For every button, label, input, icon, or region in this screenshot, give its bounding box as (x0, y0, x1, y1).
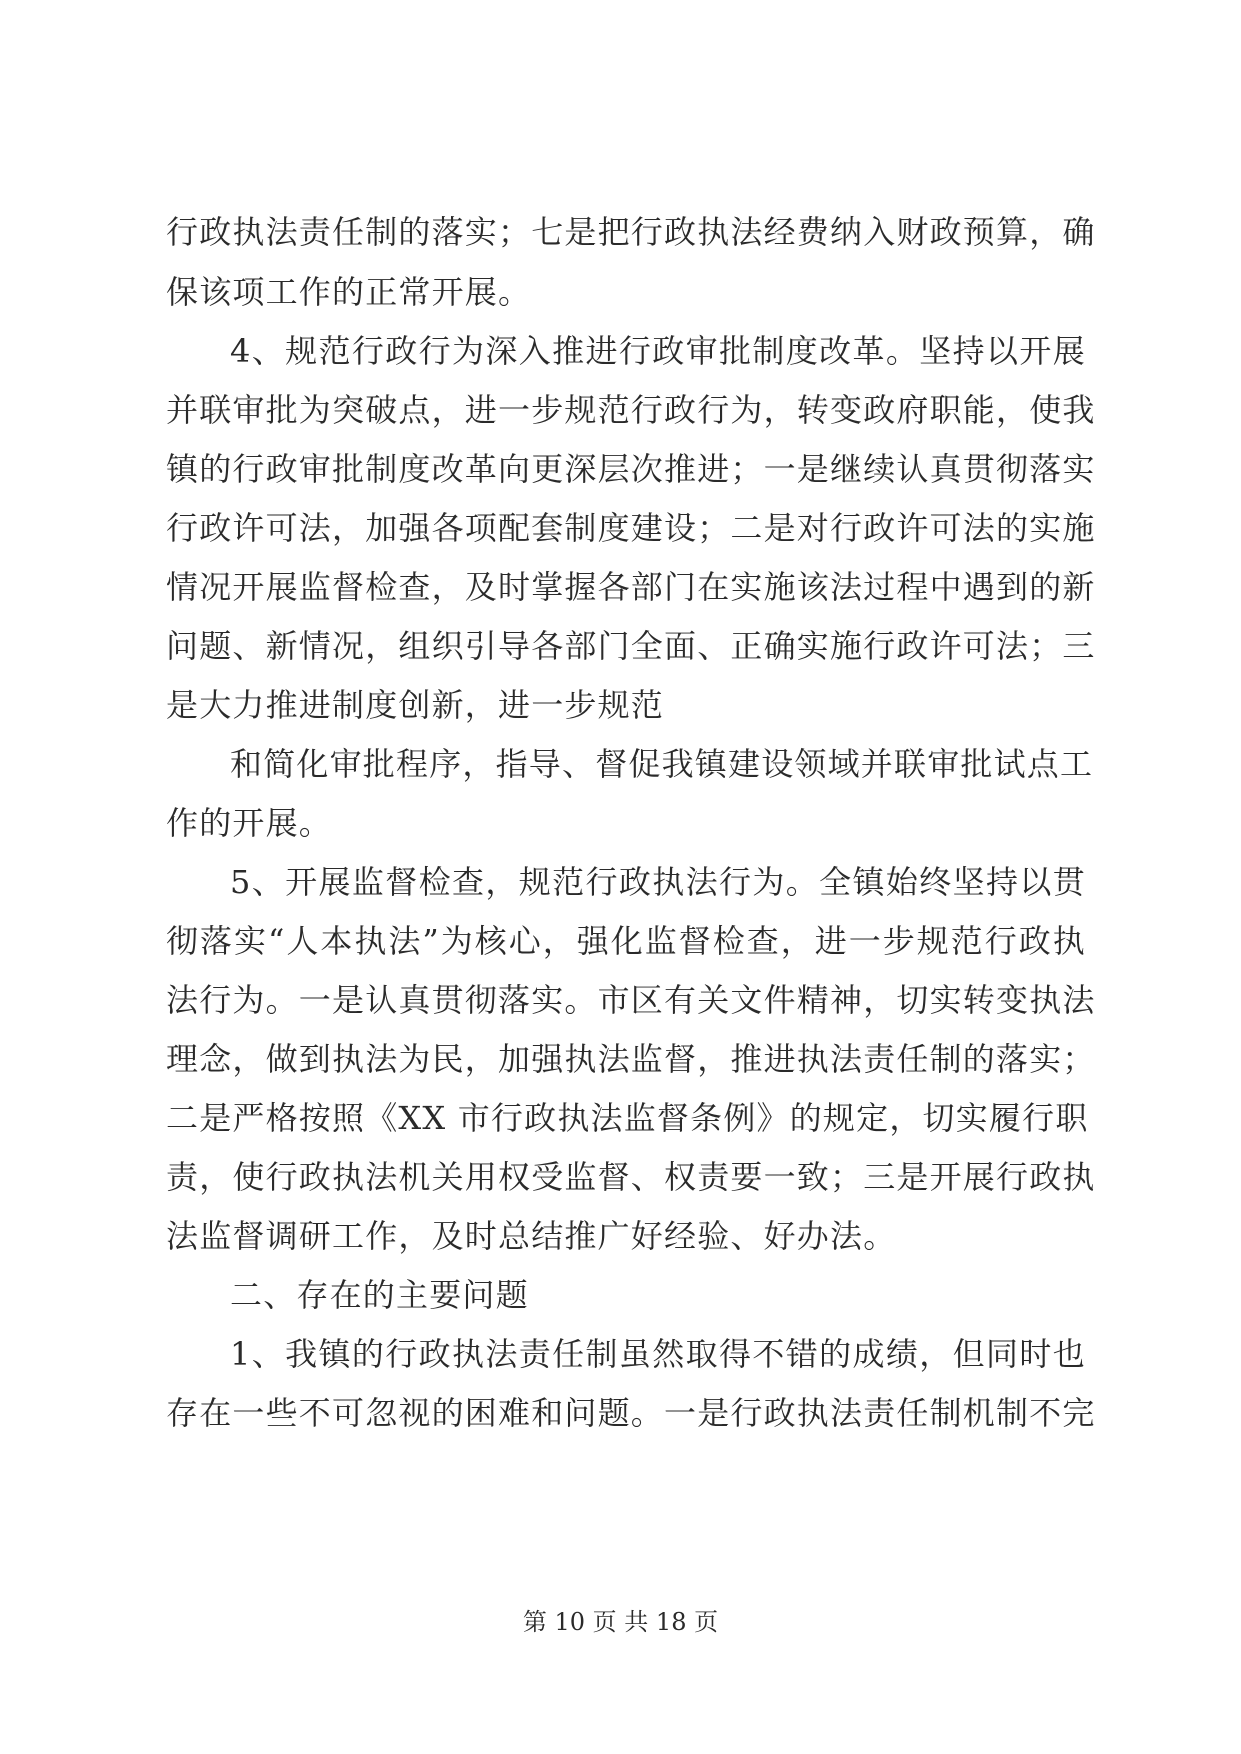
paragraph-line: 情况开展监督检查，及时掌握各部门在实施该法过程中遇到的新 (166, 568, 1096, 606)
paragraph-line: 二是严格按照《XX 市行政执法监督条例》的规定，切实履行职 (166, 1099, 1089, 1137)
paragraph-line: 法监督调研工作，及时总结推广好经验、好办法。 (166, 1217, 897, 1255)
paragraph-line: 责，使行政执法机关用权受监督、权责要一致；三是开展行政执 (166, 1158, 1096, 1196)
paragraph-line: 作的开展。 (166, 804, 333, 842)
paragraph-line: 存在一些不可忽视的困难和问题。一是行政执法责任制机制不完 (166, 1394, 1096, 1432)
paragraph-line: 理念，做到执法为民，加强执法监督，推进执法责任制的落实； (166, 1040, 1096, 1078)
paragraph-line: 和简化审批程序，指导、督促我镇建设领域并联审批试点工 (230, 745, 1094, 783)
paragraph-line: 行政许可法，加强各项配套制度建设；二是对行政许可法的实施 (166, 509, 1096, 547)
paragraph-line: 是大力推进制度创新，进一步规范 (166, 686, 665, 724)
paragraph-line: 并联审批为突破点，进一步规范行政行为，转变政府职能，使我 (166, 391, 1096, 429)
paragraph-line: 问题、新情况，组织引导各部门全面、正确实施行政许可法；三 (166, 627, 1096, 665)
page-number: 第 10 页 共 18 页 (522, 1608, 719, 1636)
section-heading: 二、存在的主要问题 (230, 1276, 529, 1314)
paragraph-line: 彻落实“人本执法”为核心，强化监督检查，进一步规范行政执 (166, 922, 1086, 960)
paragraph-line: 保该项工作的正常开展。 (166, 273, 532, 311)
paragraph-line: 4、规范行政行为深入推进行政审批制度改革。坚持以开展 (230, 332, 1086, 370)
paragraph-line: 1、我镇的行政执法责任制虽然取得不错的成绩，但同时也 (230, 1335, 1086, 1373)
paragraph-line: 镇的行政审批制度改革向更深层次推进；一是继续认真贯彻落实 (166, 450, 1096, 488)
paragraph-line: 法行为。一是认真贯彻落实。市区有关文件精神，切实转变执法 (166, 981, 1096, 1019)
paragraph-line: 5、开展监督检查，规范行政执法行为。全镇始终坚持以贯 (230, 863, 1086, 901)
paragraph-line: 行政执法责任制的落实；七是把行政执法经费纳入财政预算，确 (166, 213, 1096, 251)
